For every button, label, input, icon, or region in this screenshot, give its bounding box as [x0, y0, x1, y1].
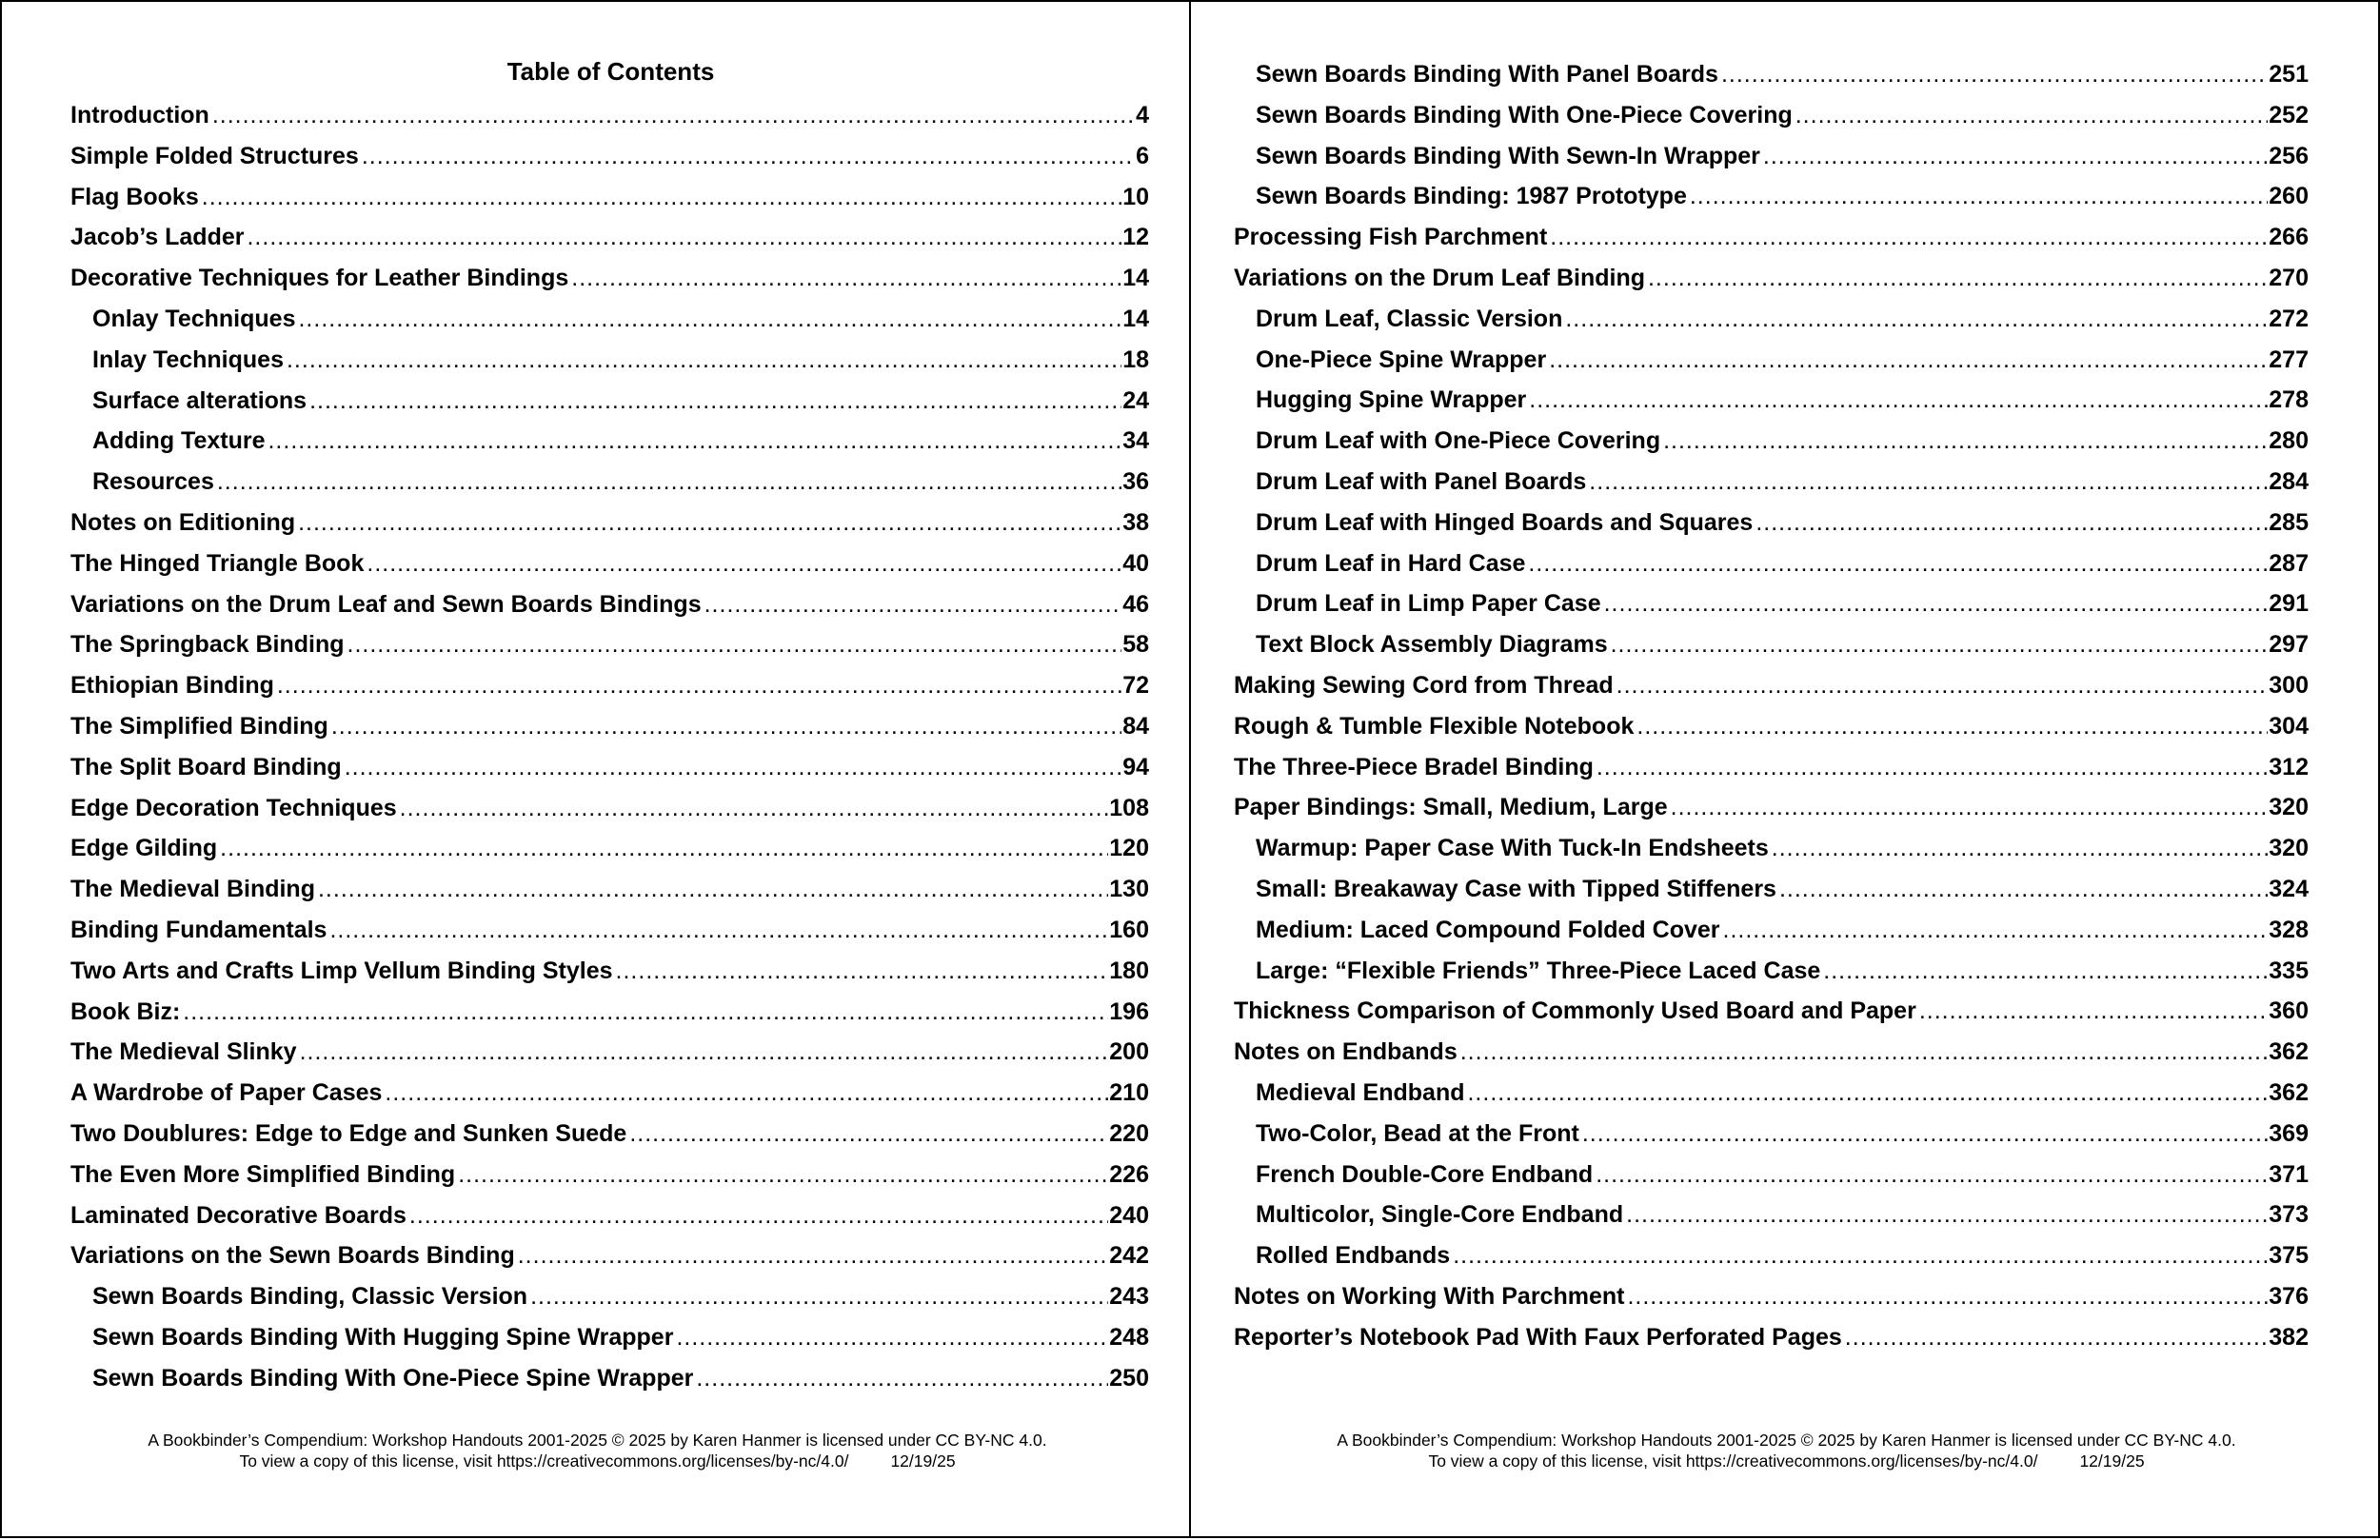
toc-page-number: 287: [2269, 549, 2309, 577]
toc-entry[interactable]: [1234, 217, 2309, 258]
dot-leader: [277, 665, 1121, 706]
dot-leader: [183, 992, 1108, 1033]
toc-entry-label: Sewn Boards Binding, Classic Version: [92, 1283, 528, 1311]
toc-entry[interactable]: [1234, 1276, 2309, 1317]
dot-leader: [202, 177, 1121, 218]
dot-leader: [1755, 503, 2268, 543]
toc-subentry[interactable]: [1234, 340, 2309, 381]
dot-leader: [1721, 54, 2268, 95]
license-line: A Bookbinder’s Compendium: Workshop Handouts 2001-2025 © 2025 by Karen Hanmer is licensed under CC BY-NC 4.0.: [148, 1431, 1047, 1450]
toc-page-number: 320: [2269, 794, 2309, 821]
toc-subentry[interactable]: [70, 1276, 1149, 1317]
toc-entry-label: The Split Board Binding: [70, 753, 342, 780]
toc-entry-label: Laminated Decorative Boards: [70, 1201, 407, 1229]
toc-page-number: 260: [2269, 183, 2309, 210]
toc-page-number: 248: [1109, 1323, 1149, 1351]
license-url-line: [2, 1451, 1193, 1471]
toc-entry-label: Binding Fundamentals: [70, 916, 327, 943]
toc-page-number: 373: [2269, 1201, 2309, 1229]
toc-page-number: 243: [1109, 1283, 1149, 1311]
left-page: [0, 0, 1191, 1538]
toc-entry-label: Hugging Spine Wrapper: [1256, 386, 1527, 414]
toc-subentry[interactable]: [1234, 1235, 2309, 1276]
dot-leader: [458, 1155, 1108, 1195]
toc-page-number: 180: [1109, 957, 1149, 984]
dot-leader: [1460, 1032, 2269, 1073]
dot-leader: [1582, 1114, 2268, 1155]
toc-page-number: 250: [1109, 1364, 1149, 1392]
license-line: A Bookbinder’s Compendium: Workshop Handouts 2001-2025 © 2025 by Karen Hanmer is licensed under CC BY-NC 4.0.: [1337, 1431, 2236, 1450]
dot-leader: [1763, 136, 2268, 177]
dot-leader: [345, 747, 1121, 788]
toc-entry[interactable]: [70, 136, 1149, 177]
toc-entry-label: Small: Breakaway Case with Tipped Stiffeners: [1256, 875, 1776, 902]
toc-entry-label: Sewn Boards Binding With One-Piece Spine Wrapper: [92, 1364, 694, 1392]
toc-entry[interactable]: [70, 177, 1149, 218]
toc-entry[interactable]: [70, 95, 1149, 136]
toc-entry-label: Drum Leaf with One-Piece Covering: [1256, 427, 1661, 455]
dot-leader: [300, 1032, 1109, 1073]
dot-leader: [1565, 299, 2268, 340]
dot-leader: [1663, 421, 2268, 462]
toc-entry[interactable]: [70, 584, 1149, 625]
toc-entry-label: Paper Bindings: Small, Medium, Large: [1234, 794, 1668, 821]
toc-entry-label: Notes on Editioning: [70, 508, 296, 536]
dot-leader: [1919, 991, 2268, 1032]
dot-leader: [1723, 910, 2269, 951]
toc-page-number: 312: [2269, 753, 2309, 780]
toc-entry[interactable]: [1234, 1317, 2309, 1358]
toc-entry-label: Medium: Laced Compound Folded Cover: [1256, 916, 1720, 943]
toc-subentry[interactable]: [1234, 951, 2309, 992]
toc-entry-label: Flag Books: [70, 183, 199, 210]
toc-page-number: 285: [2269, 508, 2309, 536]
toc-page-number: 40: [1122, 549, 1149, 577]
dot-leader: [571, 258, 1121, 299]
toc-page-number: 251: [2269, 61, 2309, 88]
toc-entry[interactable]: [70, 624, 1149, 665]
toc-page-number: 324: [2269, 875, 2309, 902]
toc-page-number: 160: [1109, 916, 1149, 943]
dot-leader: [1626, 1194, 2268, 1235]
toc-entry[interactable]: [70, 1235, 1149, 1276]
toc-page-number: 256: [2269, 142, 2309, 169]
toc-entry-label: The Simplified Binding: [70, 712, 328, 740]
toc-entry[interactable]: [70, 992, 1149, 1033]
toc-entry[interactable]: [70, 951, 1149, 992]
toc-entry[interactable]: [70, 1073, 1149, 1114]
toc-entry-label: Notes on Working With Parchment: [1234, 1282, 1625, 1310]
toc-page-number: 226: [1109, 1160, 1149, 1188]
toc-entry-label: Resources: [92, 468, 214, 496]
toc-page-number: 242: [1109, 1242, 1149, 1270]
dot-leader: [1589, 462, 2268, 503]
toc-page-number: 108: [1109, 794, 1149, 821]
toc-subentry[interactable]: [1234, 136, 2309, 177]
dot-leader: [1671, 787, 2269, 828]
toc-entry[interactable]: [70, 543, 1149, 584]
dot-leader: [629, 1114, 1108, 1155]
toc-page-number: 278: [2269, 386, 2309, 414]
toc-entry-label: Text Block Assembly Diagrams: [1256, 631, 1608, 659]
toc-entry-label: The Hinged Triangle Book: [70, 549, 365, 577]
toc-entry-label: Surface alterations: [92, 386, 307, 414]
toc-entry-label: The Three-Piece Bradel Binding: [1234, 753, 1594, 780]
dot-leader: [1636, 706, 2268, 747]
dot-leader: [1611, 624, 2269, 665]
license-footer: [2, 1430, 1193, 1471]
toc-entry-label: Making Sewing Cord from Thread: [1234, 671, 1614, 699]
toc-page-number: 58: [1122, 631, 1149, 659]
toc-entry-label: The Even More Simplified Binding: [70, 1160, 456, 1188]
toc-page-number: 300: [2269, 671, 2309, 699]
dot-leader: [400, 788, 1109, 829]
toc-page-number: 284: [2269, 467, 2309, 495]
dot-leader: [1690, 176, 2268, 217]
toc-entry-label: Decorative Techniques for Leather Bindings: [70, 265, 569, 292]
toc-entry-label: Reporter’s Notebook Pad With Faux Perforated Pages: [1234, 1323, 1842, 1351]
toc-entry[interactable]: [1234, 258, 2309, 299]
toc-entry[interactable]: [70, 869, 1149, 910]
toc-subentry[interactable]: [1234, 1155, 2309, 1195]
toc-page-number: 12: [1122, 224, 1149, 251]
dot-leader: [385, 1073, 1108, 1114]
dot-leader: [1779, 869, 2268, 910]
toc-entry-label: One-Piece Spine Wrapper: [1256, 346, 1547, 373]
toc-subentry[interactable]: [1234, 543, 2309, 584]
dot-leader: [1772, 828, 2269, 869]
dot-leader: [1549, 340, 2268, 381]
toc-entry-label: The Springback Binding: [70, 631, 345, 659]
dot-leader: [217, 462, 1121, 503]
toc-entry-label: The Medieval Binding: [70, 876, 315, 903]
dot-leader: [1467, 1073, 2268, 1114]
toc-page-number: 84: [1122, 712, 1149, 740]
toc-title: Table of Contents: [506, 57, 715, 86]
toc-page-number: 362: [2269, 1038, 2309, 1066]
toc-entry-label: Sewn Boards Binding With Hugging Spine Wrapper: [92, 1323, 674, 1351]
dot-leader: [696, 1358, 1108, 1399]
toc-subentry[interactable]: [1234, 624, 2309, 665]
dot-leader: [220, 828, 1108, 869]
toc-entry-label: Variations on the Drum Leaf and Sewn Boards Bindings: [70, 590, 702, 618]
toc-page-number: 130: [1109, 876, 1149, 903]
toc-page-number: 240: [1109, 1201, 1149, 1229]
toc-entry-label: Introduction: [70, 102, 209, 128]
toc-page-number: 270: [2269, 264, 2309, 291]
toc-page-number: 280: [2269, 427, 2309, 455]
toc-entry[interactable]: [70, 503, 1149, 543]
toc-page-number: 14: [1122, 305, 1149, 332]
dot-leader: [1550, 217, 2268, 258]
toc-entry[interactable]: [70, 1114, 1149, 1155]
toc-page-number: 6: [1136, 142, 1149, 169]
toc-subentry[interactable]: [1234, 95, 2309, 136]
toc-entry-label: Sewn Boards Binding With Panel Boards: [1256, 61, 1718, 88]
toc-page-number: 18: [1122, 346, 1149, 373]
toc-subentry[interactable]: [70, 299, 1149, 340]
toc-page-number: 376: [2269, 1282, 2309, 1310]
toc-entry[interactable]: [70, 665, 1149, 706]
toc-entry-label: Variations on the Drum Leaf Binding: [1234, 264, 1645, 291]
dot-leader: [318, 869, 1108, 910]
dot-leader: [212, 95, 1135, 136]
toc-subentry[interactable]: [1234, 828, 2309, 869]
toc-subentry[interactable]: [1234, 421, 2309, 462]
toc-entry-label: Notes on Endbands: [1234, 1038, 1458, 1066]
dot-leader: [309, 381, 1121, 422]
toc-entry-label: Two-Color, Bead at the Front: [1256, 1119, 1579, 1147]
toc-page-number: 371: [2269, 1160, 2309, 1188]
dot-leader: [1597, 747, 2268, 788]
toc-entry[interactable]: [70, 828, 1149, 869]
footer-date: 12/19/25: [890, 1451, 956, 1471]
toc-page-number: 200: [1109, 1038, 1149, 1066]
toc-entry[interactable]: [70, 1032, 1149, 1073]
toc-subentry[interactable]: [70, 381, 1149, 422]
dot-leader: [329, 910, 1108, 951]
toc-entry-label: A Wardrobe of Paper Cases: [70, 1079, 383, 1107]
dot-leader: [704, 584, 1122, 625]
toc-page-number: 210: [1109, 1079, 1149, 1107]
toc-entry-label: Rolled Endbands: [1256, 1242, 1451, 1270]
toc-entry-label: Ethiopian Binding: [70, 672, 274, 700]
license-url-text: To view a copy of this license, visit https://creativecommons.org/licenses/by-nc/4.0/: [1428, 1451, 2038, 1471]
toc-page-number: 277: [2269, 346, 2309, 373]
toc-entry-label: Two Doublures: Edge to Edge and Sunken Suede: [70, 1119, 627, 1147]
dot-leader: [616, 951, 1109, 992]
toc-entry-label: Drum Leaf in Limp Paper Case: [1256, 590, 1601, 618]
toc-entry-label: Simple Folded Structures: [70, 142, 359, 169]
toc-entry-label: Variations on the Sewn Boards Binding: [70, 1242, 515, 1270]
toc-entry-label: Inlay Techniques: [92, 346, 284, 373]
toc-page-number: 24: [1122, 386, 1149, 414]
toc-page-number: 220: [1109, 1119, 1149, 1147]
toc-entry-label: Sewn Boards Binding With One-Piece Covering: [1256, 101, 1793, 128]
toc-entry[interactable]: [70, 1155, 1149, 1195]
toc-entry[interactable]: [70, 258, 1149, 299]
toc-list-right: [1234, 54, 2309, 1358]
toc-page-number: 297: [2269, 631, 2309, 659]
toc-subentry[interactable]: [1234, 54, 2309, 95]
toc-entry[interactable]: [70, 706, 1149, 747]
toc-entry-label: Sewn Boards Binding: 1987 Prototype: [1256, 183, 1687, 210]
toc-entry-label: Two Arts and Crafts Limp Vellum Binding Styles: [70, 957, 613, 984]
dot-leader: [530, 1276, 1108, 1317]
toc-subentry[interactable]: [1234, 299, 2309, 340]
toc-entry[interactable]: [70, 788, 1149, 829]
toc-page-number: 291: [2269, 590, 2309, 618]
toc-page-number: 320: [2269, 835, 2309, 862]
toc-entry[interactable]: [70, 747, 1149, 788]
toc-page-number: 335: [2269, 957, 2309, 984]
toc-entry[interactable]: [1234, 1032, 2309, 1073]
dot-leader: [1604, 583, 2269, 624]
toc-page-number: 120: [1109, 835, 1149, 862]
toc-entry-label: French Double-Core Endband: [1256, 1160, 1594, 1188]
toc-subentry[interactable]: [1234, 503, 2309, 543]
toc-page-number: 10: [1122, 183, 1149, 210]
toc-entry[interactable]: [1234, 706, 2309, 747]
right-page: [1189, 0, 2380, 1538]
dot-leader: [518, 1235, 1109, 1276]
toc-subentry[interactable]: [1234, 1073, 2309, 1114]
toc-entry-label: Edge Gilding: [70, 835, 218, 862]
toc-entry-label: Onlay Techniques: [92, 305, 296, 332]
toc-entry[interactable]: [1234, 665, 2309, 706]
dot-leader: [1528, 543, 2268, 584]
toc-subentry[interactable]: [70, 1317, 1149, 1358]
dot-leader: [298, 299, 1121, 340]
toc-page-number: 304: [2269, 712, 2309, 740]
dot-leader: [1648, 258, 2268, 299]
toc-entry-label: Edge Decoration Techniques: [70, 794, 397, 821]
toc-entry[interactable]: [1234, 991, 2309, 1032]
toc-entry-label: Adding Texture: [92, 427, 266, 455]
toc-entry-label: Medieval Endband: [1256, 1078, 1465, 1106]
dot-leader: [268, 421, 1121, 462]
toc-page-number: 362: [2269, 1078, 2309, 1106]
license-url-text: To view a copy of this license, visit https://creativecommons.org/licenses/by-nc/4.0/: [239, 1451, 849, 1471]
toc-entry-label: Warmup: Paper Case With Tuck-In Endsheets: [1256, 835, 1769, 862]
dot-leader: [347, 624, 1122, 665]
toc-entry-label: Multicolor, Single-Core Endband: [1256, 1201, 1624, 1229]
dot-leader: [1795, 95, 2269, 136]
toc-entry-label: Large: “Flexible Friends” Three-Piece Laced Case: [1256, 957, 1821, 984]
dot-leader: [1616, 665, 2269, 706]
toc-subentry[interactable]: [1234, 583, 2309, 624]
dot-leader: [367, 543, 1121, 584]
toc-entry[interactable]: [70, 1195, 1149, 1236]
toc-page-number: 266: [2269, 224, 2309, 251]
toc-entry-label: Processing Fish Parchment: [1234, 224, 1548, 251]
toc-subentry[interactable]: [1234, 910, 2309, 951]
toc-subentry[interactable]: [1234, 176, 2309, 217]
toc-subentry[interactable]: [1234, 462, 2309, 503]
dot-leader: [1596, 1155, 2268, 1195]
toc-entry-label: The Medieval Slinky: [70, 1038, 297, 1066]
toc-entry-label: Drum Leaf with Panel Boards: [1256, 467, 1587, 495]
toc-subentry[interactable]: [70, 462, 1149, 503]
toc-entry-label: Drum Leaf with Hinged Boards and Squares: [1256, 508, 1754, 536]
toc-page-number: 375: [2269, 1242, 2309, 1270]
toc-page-number: 38: [1122, 508, 1149, 536]
toc-entry-label: Drum Leaf in Hard Case: [1256, 549, 1526, 577]
toc-entry[interactable]: [1234, 747, 2309, 788]
toc-page-number: 94: [1122, 753, 1149, 780]
toc-page-number: 196: [1109, 997, 1149, 1025]
toc-entry-label: Drum Leaf, Classic Version: [1256, 305, 1563, 332]
license-url-line: [1191, 1451, 2380, 1471]
toc-entry-label: Sewn Boards Binding With Sewn-In Wrapper: [1256, 142, 1760, 169]
toc-list-left: [70, 95, 1149, 1399]
license-footer: [1191, 1430, 2380, 1471]
toc-entry-label: Thickness Comparison of Commonly Used Board and Paper: [1234, 997, 1916, 1025]
toc-page-number: 14: [1122, 265, 1149, 292]
dot-leader: [287, 340, 1121, 381]
dot-leader: [362, 136, 1135, 177]
toc-page-number: 34: [1122, 427, 1149, 455]
dot-leader: [1627, 1276, 2268, 1317]
toc-page-number: 369: [2269, 1119, 2309, 1147]
toc-entry[interactable]: [1234, 787, 2309, 828]
dot-leader: [298, 503, 1121, 543]
toc-page-number: 252: [2269, 101, 2309, 128]
dot-leader: [331, 706, 1121, 747]
dot-leader: [1529, 380, 2268, 421]
toc-entry[interactable]: [70, 217, 1149, 258]
toc-page-number: 4: [1136, 102, 1149, 128]
toc-entry-label: Rough & Tumble Flexible Notebook: [1234, 712, 1635, 740]
dot-leader: [1845, 1317, 2268, 1358]
toc-entry-label: Book Biz:: [70, 997, 181, 1025]
toc-subentry[interactable]: [1234, 1194, 2309, 1235]
toc-subentry[interactable]: [70, 340, 1149, 381]
toc-entry[interactable]: [70, 910, 1149, 951]
toc-page-number: 46: [1122, 590, 1149, 618]
toc-entry-label: Jacob’s Ladder: [70, 224, 245, 251]
toc-subentry[interactable]: [70, 1358, 1149, 1399]
toc-page-number: 328: [2269, 916, 2309, 943]
toc-page-number: 72: [1122, 672, 1149, 700]
dot-leader: [1453, 1235, 2268, 1276]
toc-subentry[interactable]: [1234, 869, 2309, 910]
toc-subentry[interactable]: [1234, 1114, 2309, 1155]
dot-leader: [1823, 951, 2268, 992]
dot-leader: [676, 1317, 1108, 1358]
dot-leader: [247, 217, 1121, 258]
footer-date: 12/19/25: [2079, 1451, 2145, 1471]
toc-page-number: 272: [2269, 305, 2309, 332]
toc-subentry[interactable]: [1234, 380, 2309, 421]
dot-leader: [409, 1195, 1108, 1236]
toc-page-number: 36: [1122, 468, 1149, 496]
toc-page-number: 360: [2269, 997, 2309, 1025]
toc-subentry[interactable]: [70, 421, 1149, 462]
toc-page-number: 382: [2269, 1323, 2309, 1351]
